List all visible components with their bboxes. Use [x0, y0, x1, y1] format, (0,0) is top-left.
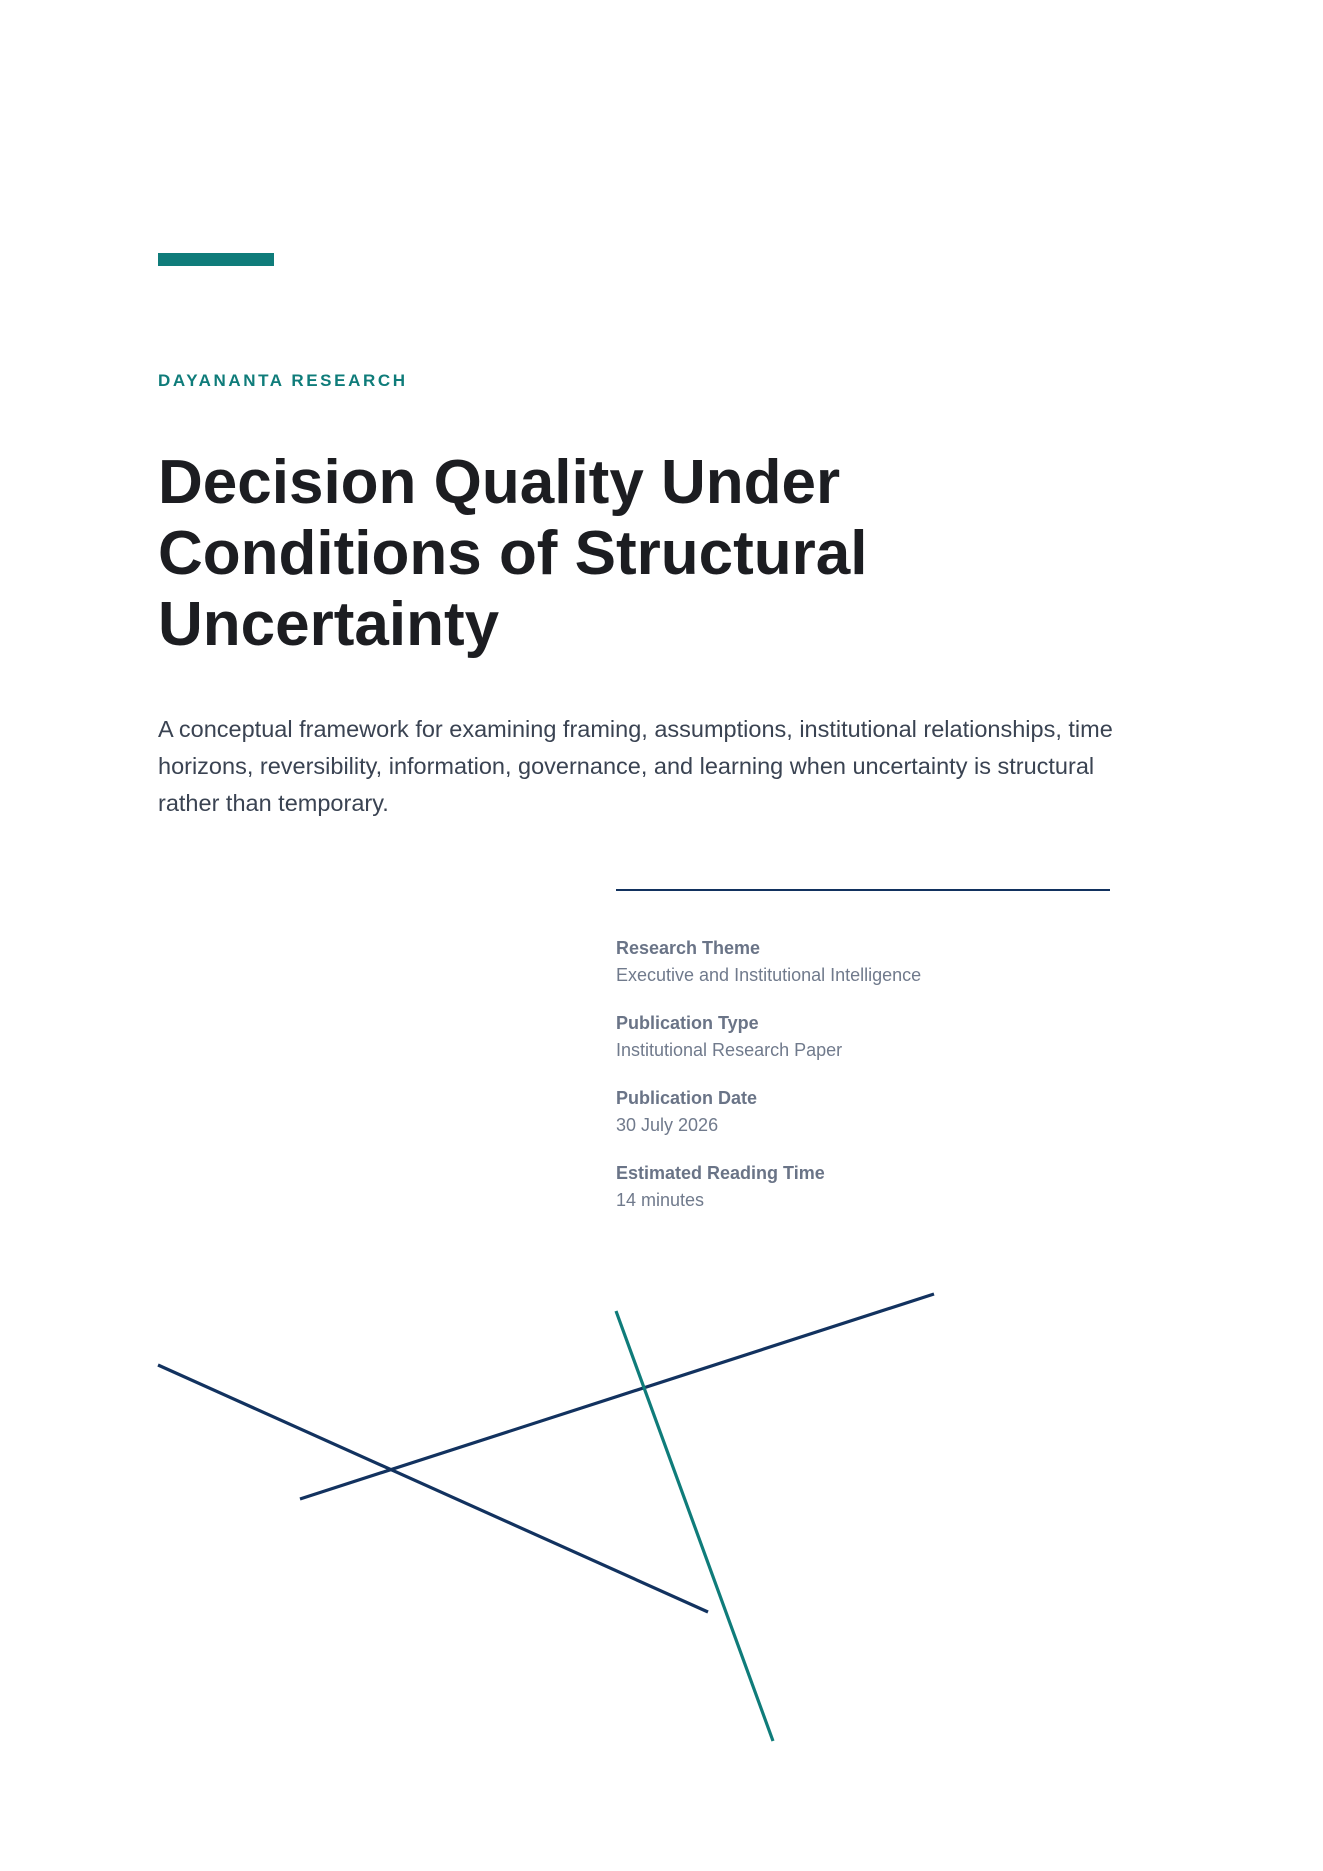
metadata-value: 30 July 2026 — [616, 1115, 719, 1135]
decorative-line-teal — [616, 1311, 773, 1741]
decorative-line-rising-navy — [300, 1294, 934, 1499]
metadata-value: Institutional Research Paper — [616, 1040, 843, 1060]
metadata-value: 14 minutes — [616, 1190, 705, 1210]
organization-name: DAYANANTA RESEARCH — [158, 371, 408, 390]
paper-title: Decision Quality Under Conditions of Structural Uncertainty — [158, 448, 868, 659]
metadata-label: Publication Type — [616, 1013, 759, 1033]
metadata-label: Publication Date — [616, 1088, 758, 1108]
decorative-line-left-navy — [158, 1365, 708, 1612]
paper-subtitle: A conceptual framework for examining framing, assumptions, institutional relationships, time horizons, reversibility, information, governance, and learning when uncertainty is structural rather than temporary. — [158, 716, 1113, 816]
metadata-label: Research Theme — [616, 938, 761, 958]
metadata-label: Estimated Reading Time — [616, 1163, 825, 1183]
metadata-value: Executive and Institutional Intelligence — [616, 965, 922, 985]
